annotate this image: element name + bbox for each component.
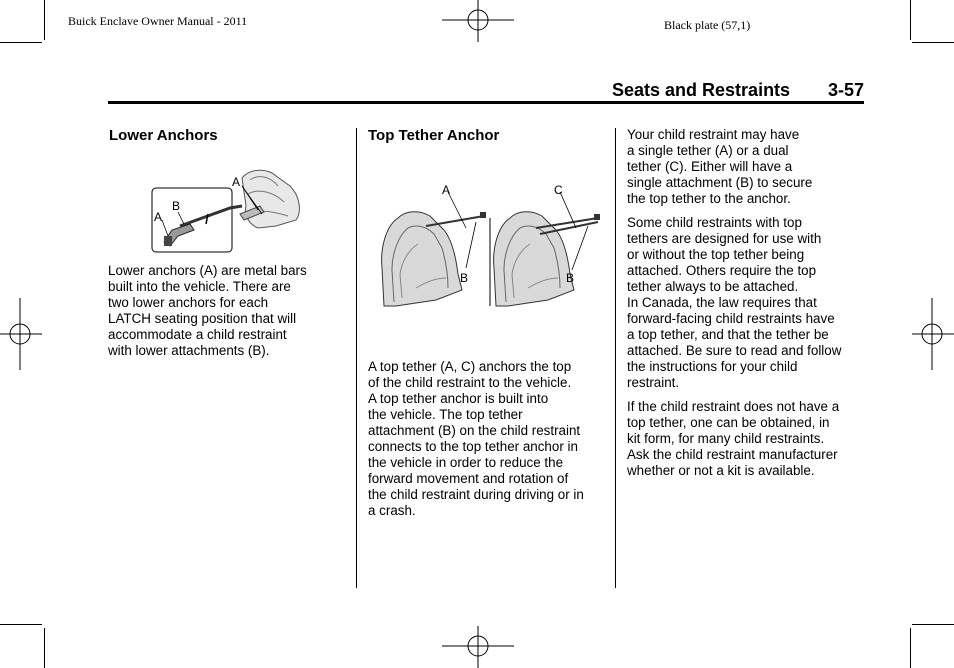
tether-info-text <box>627 127 867 487</box>
crop-mark <box>0 42 42 43</box>
crop-mark <box>0 624 42 625</box>
lower-anchors-paragraph: Lower anchors (A) are metal bars built into the vehicle. There are two lower anchors for each LATCH seating position that will accommodate a child restraint with lower attachments (B). <box>108 263 307 358</box>
crop-mark <box>912 42 954 43</box>
crop-mark <box>912 624 954 625</box>
registration-mark-bottom <box>440 624 516 668</box>
figure-label-a: A <box>232 175 241 189</box>
crop-mark <box>910 628 911 668</box>
top-tether-heading: Top Tether Anchor <box>368 127 500 144</box>
figure-label-b: B <box>566 271 575 285</box>
tether-paragraph-1: Your child restraint may have a single tether (A) or a dual tether (C). Either will have a single attachment (B) to secure the top tether to the anchor. <box>627 127 813 206</box>
crop-mark <box>910 0 911 40</box>
crop-mark <box>44 628 45 668</box>
column-divider <box>615 128 616 588</box>
top-tether-text <box>368 359 612 527</box>
lower-anchors-text <box>108 263 348 367</box>
figure-label-a: A <box>154 210 163 224</box>
tether-paragraph-3: If the child restraint does not have a top tether, one can be obtained, in kit form, for many child restraints. Ask the child restraint manufacturer whether or not a kit is available. <box>627 399 840 478</box>
registration-mark-top <box>440 0 516 44</box>
header-rule <box>108 101 864 104</box>
crop-mark <box>44 0 45 40</box>
figure-label-a: A <box>442 183 451 197</box>
page-number: 3-57 <box>828 80 865 100</box>
figure-label-b: B <box>460 271 469 285</box>
section-title: Seats and Restraints <box>612 80 791 100</box>
lower-anchors-figure <box>150 166 310 256</box>
figure-label-c: C <box>554 183 563 197</box>
top-tether-paragraph: A top tether (A, C) anchors the top of the child restraint to the vehicle. A top tether anchor is built into the vehicle. The top tether attachment (B) on the child restraint connects to the top tether anchor in the vehicle in order to reduce the forward movement and rotation of the child restraint during driving or in a crash. <box>368 359 584 518</box>
registration-mark-left <box>0 296 44 372</box>
figure-label-b: B <box>172 199 181 213</box>
column-divider <box>356 128 357 588</box>
plate-label: Black plate (57,1) <box>664 18 751 32</box>
registration-mark-right <box>910 296 954 372</box>
tether-paragraph-2: Some child restraints with top tethers are designed for use with or without the top tether being attached. Others require the top tether always to be attached. In Canada, the law requires that forward-facing child restraints have a top tether, and that the tether be attached. Be sure to read and follow the instructions for your child restraint. <box>627 215 842 390</box>
top-tether-figure <box>376 178 606 310</box>
document-title: Buick Enclave Owner Manual - 2011 <box>68 14 248 28</box>
lower-anchors-heading: Lower Anchors <box>109 127 218 144</box>
